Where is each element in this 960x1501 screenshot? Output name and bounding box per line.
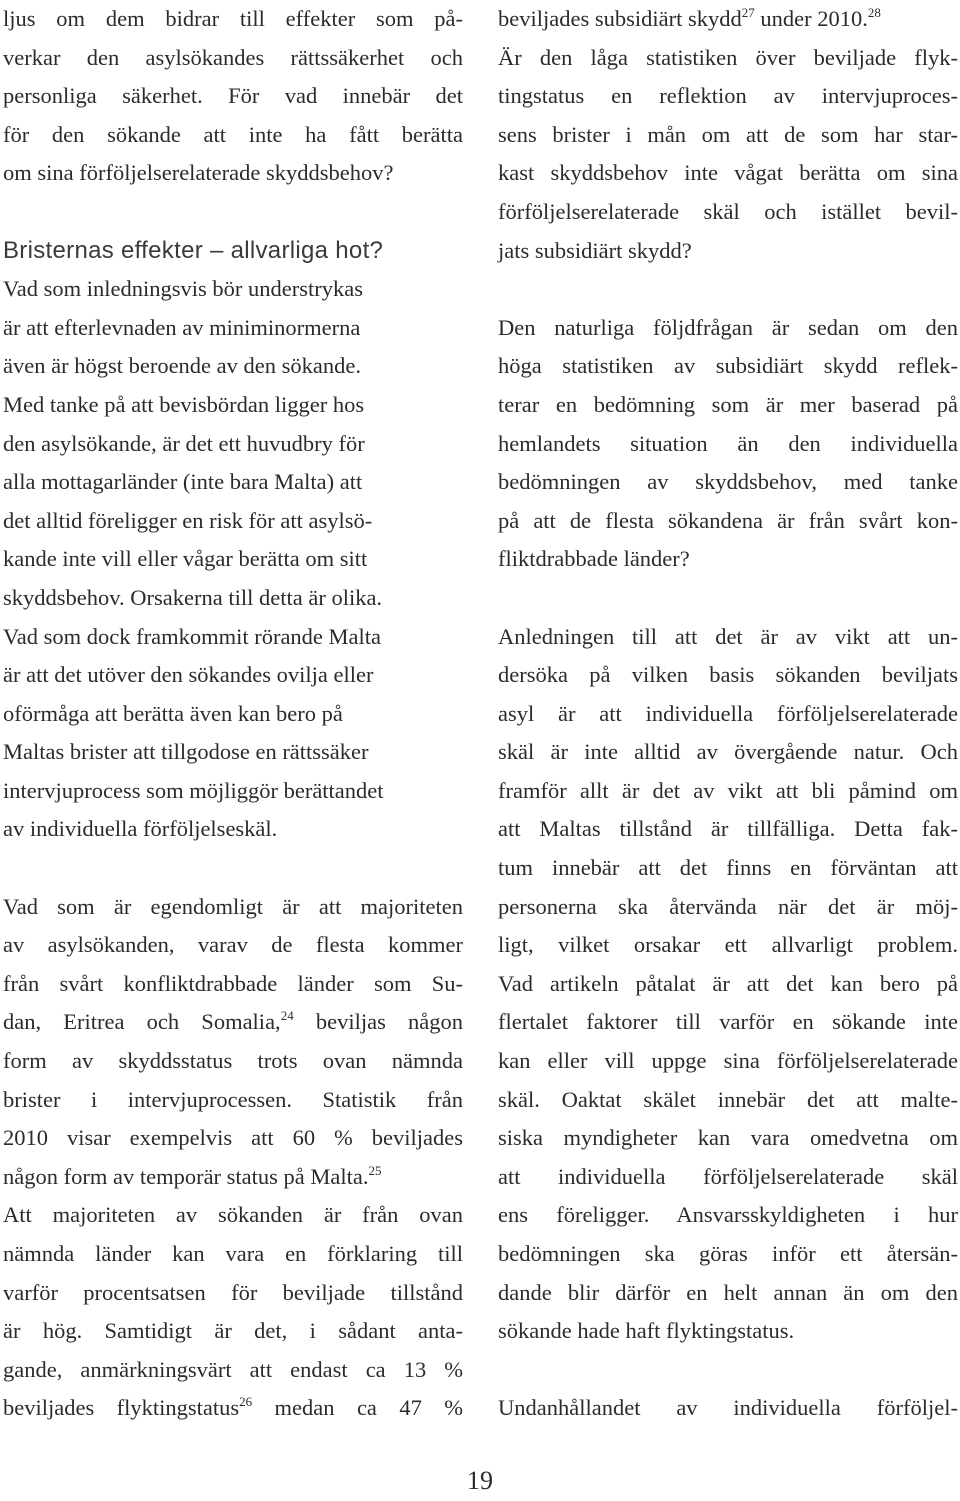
paragraph-gap — [498, 579, 958, 618]
text-line: kast skyddsbehov inte vågat berätta om sina — [498, 160, 958, 186]
text-line: Den naturliga följdfrågan är sedan om den — [498, 314, 958, 340]
text-line: alla mottagarländer (inte bara Malta) att — [3, 469, 363, 495]
text-line: gande, anmärkningsvärt att endast ca 13 % — [3, 1356, 463, 1382]
text-line: hemlandets situation än den individuella — [498, 430, 958, 456]
text-line: på att de flesta sökandena är från svårt kon- — [498, 507, 958, 533]
text-line: siska myndigheter kan vara omedvetna om — [498, 1125, 958, 1151]
text-line: skäl är inte alltid av övergående natur. Och — [498, 739, 958, 765]
text-line: skäl. Oaktat skälet innebär det att malte- — [498, 1086, 958, 1112]
text-line: är att det utöver den sökandes ovilja eller — [3, 662, 374, 688]
text-line: den asylsökande, är det ett huvudbry för — [3, 430, 365, 456]
footnote-marker: 26 — [239, 1394, 253, 1410]
text-line: tum innebär att det finns en förväntan att — [498, 855, 958, 881]
text-line: dersöka på vilken basis sökanden beviljats — [498, 662, 958, 688]
text-line: Undanhållandet av individuella förföljel- — [498, 1395, 958, 1421]
text-line: dande blir därför en helt annan än om den — [498, 1279, 958, 1305]
left-column — [3, 0, 463, 1428]
text-line: bedömningen av skyddsbehov, med tanke — [498, 469, 958, 495]
text-line: kan eller vill uppge sina förföljelserelaterade — [498, 1048, 958, 1074]
text-line: varför procentsatsen för beviljade tillstånd — [3, 1279, 463, 1305]
text-line: jats subsidiärt skydd? — [498, 237, 692, 263]
text-line: nämnda länder kan vara en förklaring till — [3, 1241, 463, 1266]
text-line: kande inte vill eller vågar berätta om sitt — [3, 546, 368, 572]
text-line: form av skyddsstatus trots ovan nämnda — [3, 1048, 463, 1074]
text-line: personerna ska återvända när det är möj- — [498, 893, 958, 919]
page-number: 19 — [467, 1466, 493, 1495]
right-column — [498, 0, 958, 1428]
text-line: verkar den asylsökandes rättssäkerhet och — [3, 44, 463, 70]
text-line: brister i intervjuprocessen. Statistik från — [3, 1086, 463, 1112]
text-line: bedömningen ska göras inför ett återsän- — [498, 1241, 958, 1266]
text-line: att Maltas tillstånd är tillfälliga. Detta fak- — [498, 816, 958, 842]
paragraph-gap — [498, 270, 958, 309]
text-line: beviljades flyktingstatus$^{26}$ medan ca 47 % — [3, 1394, 463, 1421]
text-line: av asylsökanden, varav de flesta kommer — [3, 932, 463, 958]
text-line: sens brister i mån om att de som har star- — [498, 121, 958, 147]
text-line: beviljades subsidiärt skydd$^{27}$ under 2010.28 — [498, 5, 881, 31]
text-line: Vad som är egendomligt är att majoriteten — [3, 893, 463, 919]
text-line: asyl är att individuella förföljelserelaterade — [498, 700, 958, 726]
text-line: av individuella förföljelseskäl. — [3, 816, 278, 842]
text-line: tingstatus en reflektion av intervjuproces- — [498, 83, 958, 109]
text-line: oförmåga att berätta även kan bero på — [3, 700, 343, 726]
text-line: Är den låga statistiken över beviljade flyk- — [498, 44, 958, 70]
text-line: skyddsbehov. Orsakerna till detta är olika. — [3, 584, 383, 610]
text-line: Anledningen till att det är av vikt att un- — [498, 623, 958, 649]
text-line: terar en bedömning som är mer baserad på — [498, 391, 958, 417]
text-line: intervjuprocess som möjliggör berättandet — [3, 777, 384, 803]
text-line: Att majoriteten av sökanden är från ovan — [3, 1202, 463, 1228]
section-heading: Bristernas effekter – allvarliga hot? — [3, 236, 384, 264]
text-line: är hög. Samtidigt är det, i sådant anta- — [3, 1318, 463, 1344]
text-line: ligt, vilket orsakar ett allvarligt problem. — [498, 932, 958, 958]
text-line: höga statistiken av subsidiärt skydd reflek- — [498, 353, 958, 379]
text-line: dan, Eritrea och Somalia,$^{24}$ beviljas någon — [3, 1008, 463, 1035]
text-line: någon form av temporär status på Malta.$^{25}$ — [3, 1162, 382, 1189]
text-line: även är högst beroende av den sökande. — [3, 353, 361, 379]
text-line: Vad som inledningsvis bör understrykas — [3, 276, 363, 302]
paragraph-gap — [3, 849, 463, 888]
text-line: Vad artikeln påtalat är att det kan bero på — [498, 970, 958, 996]
text-line: från svårt konfliktdrabbade länder som Su- — [3, 970, 463, 996]
text-line: sökande hade haft flyktingstatus. — [498, 1318, 795, 1344]
text-line: är att efterlevnaden av miniminormerna — [3, 314, 361, 340]
text-line: fliktdrabbade länder? — [498, 546, 690, 572]
text-line: Maltas brister att tillgodose en rättssäker — [3, 739, 369, 765]
footnote-marker: 24 — [280, 1008, 294, 1024]
text-line: personliga säkerhet. För vad innebär det — [3, 83, 463, 109]
text-line: ens föreligger. Ansvarsskyldigheten i hur — [498, 1202, 958, 1228]
text-line: att individuella förföljelserelaterade skäl — [498, 1163, 958, 1189]
text-line: Vad som dock framkommit rörande Malta — [3, 623, 382, 649]
text-line: om sina förföljelserelaterade skyddsbehov? — [3, 160, 394, 186]
paragraph-gap — [3, 193, 463, 232]
footnote-marker: 28 — [867, 5, 881, 20]
text-line: flertalet faktorer till varför en sökande inte — [498, 1009, 958, 1035]
text-line: 2010 visar exempelvis att 60 % beviljades — [3, 1125, 463, 1151]
text-line: det alltid föreligger en risk för att asylsö- — [3, 507, 373, 533]
footnote-marker: 25 — [368, 1162, 382, 1178]
text-line: för den sökande att inte ha fått berätta — [3, 121, 463, 147]
text-line: ljus om dem bidrar till effekter som på- — [3, 6, 463, 31]
text-line: Med tanke på att bevisbördan ligger hos — [3, 391, 365, 417]
footnote-marker: 27 — [741, 5, 755, 20]
paragraph-gap — [498, 1351, 958, 1390]
text-line: förföljelserelaterade skäl och istället bevil- — [498, 198, 958, 224]
text-line: framför allt är det av vikt att bli påmind om — [498, 777, 958, 803]
